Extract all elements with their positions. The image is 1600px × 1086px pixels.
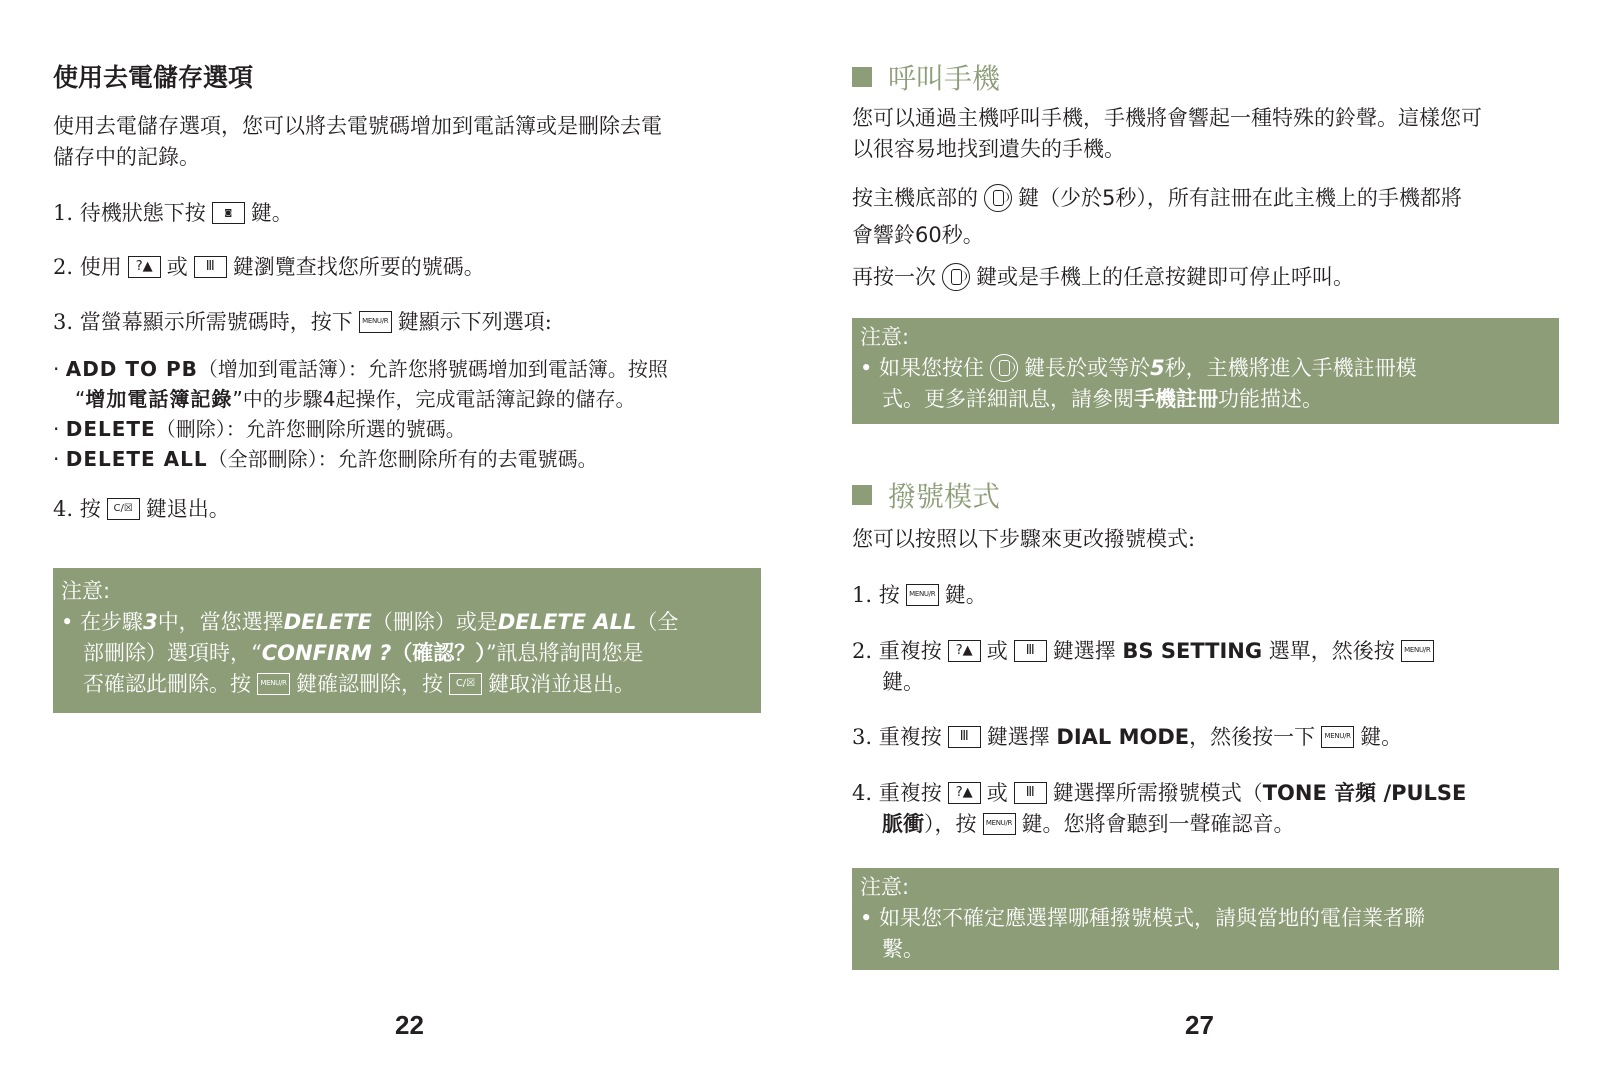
paging-p2-a: 按主機底部的 (852, 186, 978, 210)
step-2-end: 鍵瀏覽查找您所要的號碼。 (232, 255, 485, 279)
dial-s2-a: 2. 重複按 (852, 639, 942, 663)
option-delete-all-desc: （全部刪除）：允許您刪除所有的去電號碼。 (207, 447, 598, 471)
menu-key-icon: MENU/R (1401, 640, 1434, 662)
menu-key-icon: MENU/R (359, 311, 392, 333)
option-delete-label: DELETE (65, 417, 156, 441)
dial-step-2 (852, 636, 1440, 667)
menu-key-icon: MENU/R (983, 813, 1016, 835)
section-heading-paging (852, 57, 1000, 97)
page-number: 27 (1185, 1010, 1214, 1040)
paging-p2-c: 秒），所有註冊在此主機上的手機都將 (1115, 186, 1462, 210)
step-4-end: 鍵退出。 (145, 497, 230, 521)
note-l3-a: 否確認此刪除。按 (83, 672, 251, 696)
step-1-text: 1. 待機狀態下按 (53, 201, 206, 225)
redial-key-icon: ◙ (212, 202, 245, 224)
note-box (53, 568, 761, 713)
paging-p3 (852, 262, 1354, 293)
dial-step-3 (852, 722, 1402, 753)
paging-p2-l1 (852, 183, 1462, 214)
note-l2-b: （確認？） (391, 641, 486, 665)
step-1-end: 鍵。 (250, 201, 293, 225)
directory-key-icon: ?▲ (948, 640, 981, 662)
menu-key-icon: MENU/R (1321, 726, 1354, 748)
dial-step-4 (852, 778, 1466, 809)
paging-p2-l2-60: 60 (915, 223, 942, 247)
paging-p1-l1: 您可以通過主機呼叫手機，手機將會響起一種特殊的鈴聲。這樣您可 (852, 106, 1482, 130)
dial-s3-dial-mode: DIAL MODE (1056, 725, 1190, 749)
dial-step-4-line2 (882, 809, 1295, 840)
option-delete: · DELETE（刪除）：允許您刪除所選的號碼。 (53, 417, 466, 441)
note-l2-a: 部刪除）選項時，“ (83, 641, 262, 665)
menu-key-icon: MENU/R (906, 584, 939, 606)
paging-key-icon (984, 184, 1012, 212)
note-l1-c: （刪除）或是 (371, 610, 498, 634)
note-dial-line-1: • 如果您不確定應選擇哪種撥號模式，請與當地的電信業者聯 (860, 906, 1426, 930)
dial-s4-l2-a: 脈衝 (882, 812, 924, 836)
note1-l1-b: 鍵長於或等於 (1024, 356, 1151, 380)
note-l1-3: 3 (143, 610, 158, 634)
note1-l1-5: 5 (1150, 356, 1165, 380)
step-3 (53, 307, 552, 338)
section-title: 使用去電儲存選項 (53, 63, 254, 92)
dial-s2-c: 選單，然後按 (1268, 639, 1395, 663)
note1-l2-a: 式。更多詳細訊息，請參閱 (882, 387, 1134, 411)
dial-s3-c: ，然後按一下 (1189, 725, 1316, 749)
heading-square-icon (852, 67, 872, 87)
intro-line-1: 使用去電儲存選項，您可以將去電號碼增加到電話簿或是刪除去電 (53, 114, 662, 138)
step-2 (53, 252, 485, 283)
dial-step-2-line2: 鍵。 (882, 670, 924, 694)
paging-p3-b: 鍵或是手機上的任意按鍵即可停止呼叫。 (976, 265, 1354, 289)
paging-p1-l2: 以很容易地找到遺失的手機。 (852, 137, 1125, 161)
section-heading-dial-mode (852, 475, 1000, 515)
note1-l1-c: 秒，主機將進入手機註冊模 (1164, 356, 1417, 380)
note-l1-b: 中，當您選擇 (157, 610, 284, 634)
option-add-desc: （增加到電話簿）：允許您將號碼增加到電話簿。按照 (197, 357, 668, 381)
step-4-text: 4. 按 (53, 497, 101, 521)
note-dial-line-2: 繫。 (882, 937, 924, 961)
page-number: 22 (395, 1010, 424, 1040)
note-l2-c: ”訊息將詢問您是 (485, 641, 644, 665)
note-box-paging (852, 318, 1559, 424)
directory-key-icon: ?▲ (128, 256, 161, 278)
dial-s2-b: 鍵選擇 (1052, 639, 1116, 663)
note-l1-a: • 在步驟 (61, 610, 144, 634)
paging-p2-b: 鍵（少於 (1018, 186, 1102, 210)
step-2-or: 或 (166, 255, 188, 279)
note-line-2 (61, 638, 751, 669)
note-l1-d: （全 (636, 610, 679, 634)
note1-l2-b: 手機註冊 (1134, 387, 1218, 411)
phonebook-key-icon: Ⅲ (1014, 640, 1047, 662)
paging-key-icon (990, 354, 1018, 382)
note1-l1-a: • 如果您按住 (860, 356, 985, 380)
dial-s2-or: 或 (986, 639, 1008, 663)
option-add-to-pb-line2 (53, 384, 668, 414)
step-3-text: 3. 當螢幕顯示所需號碼時，按下 (53, 310, 353, 334)
dial-s1-a: 1. 按 (852, 583, 900, 607)
heading-square-icon (852, 485, 872, 505)
heading-dial-mode-label: 撥號模式 (888, 480, 1001, 513)
note-l2-confirm: CONFIRM ? (261, 641, 392, 665)
dial-s3-b: 鍵選擇 (986, 725, 1050, 749)
note-l3-c: 鍵取消並退出。 (488, 672, 635, 696)
option-add-label: ADD TO PB (65, 357, 198, 381)
note-paging-line-1 (860, 353, 1549, 384)
step-4 (53, 494, 230, 525)
note-paging-line-2 (860, 384, 1549, 415)
note-line-3 (61, 669, 751, 700)
paging-p2-l2 (852, 220, 984, 251)
dial-s4-or: 或 (986, 781, 1008, 805)
dial-s1-b: 鍵。 (944, 583, 987, 607)
paging-p2-l2-b: 秒。 (941, 223, 984, 247)
paging-p2-5: 5 (1102, 186, 1116, 210)
options-list (53, 354, 668, 474)
dial-step-1 (852, 580, 987, 611)
note-box-dial (852, 868, 1559, 970)
phonebook-key-icon: Ⅲ (948, 726, 981, 748)
directory-key-icon: ?▲ (948, 782, 981, 804)
dial-s3-d: 鍵。 (1360, 725, 1403, 749)
note-title: 注意: (61, 579, 111, 603)
note-title: 注意: (860, 875, 910, 899)
dial-intro: 您可以按照以下步驟來更改撥號模式: (852, 527, 1196, 551)
dial-s4-l2-b: ），按 (924, 812, 977, 836)
option-add-to-pb: · ADD TO PB（增加到電話簿）：允許您將號碼增加到電話簿。按照 (53, 357, 668, 381)
heading-paging-label: 呼叫手機 (888, 62, 1001, 95)
note-title: 注意: (860, 325, 910, 349)
quote-open: “ (75, 387, 86, 411)
dial-s4-tone-pulse: TONE 音頻 /PULSE (1262, 781, 1467, 805)
option-delete-all-label: DELETE ALL (65, 447, 208, 471)
cancel-key-icon: C/☒ (107, 498, 140, 520)
note-l3-b: 鍵確認刪除，按 (296, 672, 443, 696)
dial-s4-b: 鍵選擇所需撥號模式（ (1052, 781, 1263, 805)
paging-p3-a: 再按一次 (852, 265, 936, 289)
note-l1-delete: DELETE (283, 610, 372, 634)
intro-line-2: 儲存中的記錄。 (53, 145, 200, 169)
note1-l2-c: 功能描述。 (1218, 387, 1323, 411)
option-delete-all: · DELETE ALL（全部刪除）：允許您刪除所有的去電號碼。 (53, 447, 598, 471)
note-line-1 (61, 607, 751, 638)
cancel-key-icon: C/☒ (449, 673, 482, 695)
paging-p2-l2-a: 會響鈴 (852, 223, 915, 247)
paging-key-icon (942, 263, 970, 291)
dial-s2-bs-setting: BS SETTING (1122, 639, 1263, 663)
dial-s4-a: 4. 重複按 (852, 781, 942, 805)
dial-s3-a: 3. 重複按 (852, 725, 942, 749)
step-3-end: 鍵顯示下列選項: (397, 310, 552, 334)
phonebook-key-icon: Ⅲ (194, 256, 227, 278)
menu-key-icon: MENU/R (257, 673, 290, 695)
step-2-text: 2. 使用 (53, 255, 122, 279)
option-delete-desc: （刪除）：允許您刪除所選的號碼。 (155, 417, 466, 441)
phonebook-key-icon: Ⅲ (1014, 782, 1047, 804)
option-add-ref: 增加電話簿記錄 (85, 387, 233, 411)
option-add-desc-2: ”中的步驟4起操作，完成電話簿記錄的儲存。 (232, 387, 636, 411)
step-1 (53, 198, 293, 229)
note-l1-delete-all: DELETE ALL (497, 610, 637, 634)
dial-s4-l2-c: 鍵。您將會聽到一聲確認音。 (1021, 812, 1295, 836)
